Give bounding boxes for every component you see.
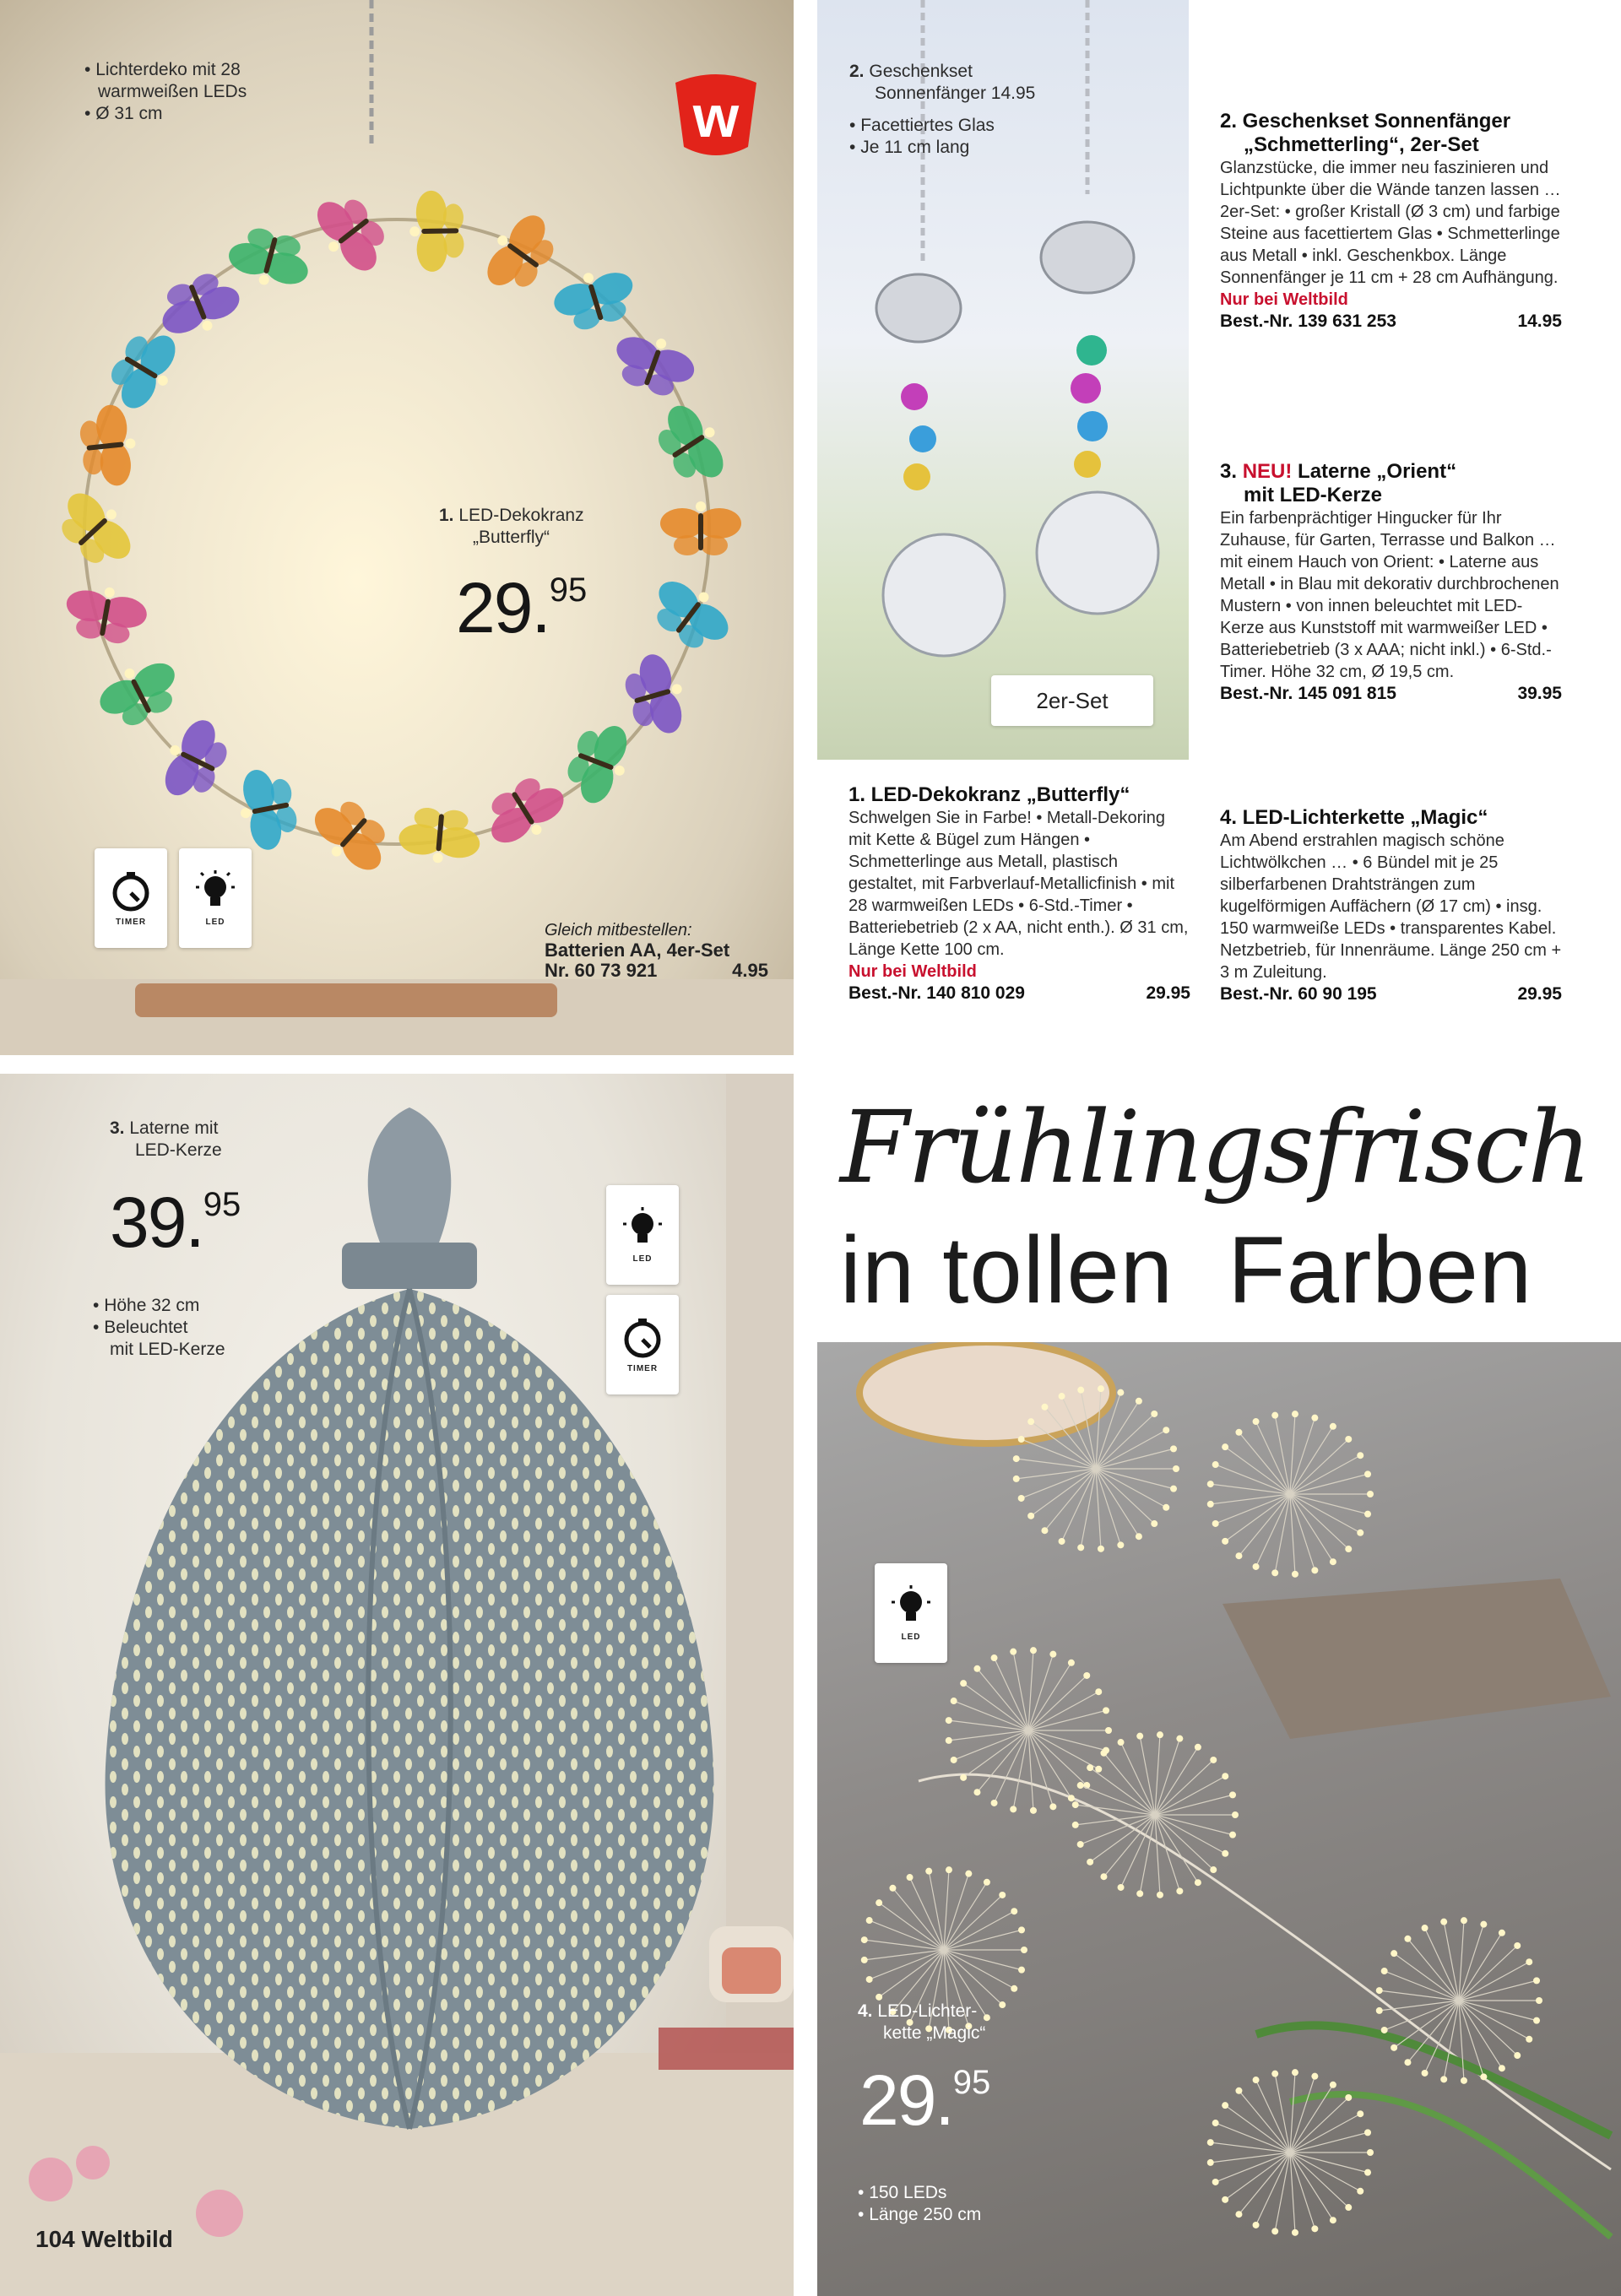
- timer-label: TIMER: [626, 1363, 659, 1373]
- butterfly-decoration: [78, 403, 140, 489]
- product4-price-cents: 95: [952, 2064, 991, 2101]
- butterfly-decoration: [606, 325, 701, 403]
- product1-number: 1.: [439, 506, 454, 525]
- product2-caption: 2. Geschenkset Sonnenfänger 14.95 • Facettiertes Glas • Je 11 cm lang: [849, 62, 1036, 157]
- product4-bullets: • 150 LEDs • Länge 250 cm: [858, 2183, 982, 2224]
- addon-offer: [545, 920, 768, 981]
- product4-bullet-2: Länge 250 cm: [869, 2205, 982, 2224]
- product3-desc-text: Ein farbenprächtiger Hingucker für Ihr Zuhause, für Garten, Terrasse und Balkon … mit einem Hauch von Orient: • Laterne aus Metall • in Blau mit dekorativ durchbrochenen Mustern • von innen beleuchtet mit LED-Kerze aus Kunststoff mit warmweißer LED • Batteriebetrieb (3 x AAA; nicht inkl.) • 6-Std.-Timer. Höhe 32 cm, Ø 19,5 cm.: [1220, 509, 1559, 681]
- timer-badge-lantern: [606, 1295, 679, 1394]
- product2-description: [1220, 110, 1562, 333]
- product2-price: 14.95: [990, 84, 1036, 103]
- product3-name-line2: LED-Kerze: [135, 1140, 222, 1160]
- product2-name-line1: Geschenkset: [869, 62, 973, 81]
- light-string-photo: [817, 1342, 1621, 2296]
- butterfly-decoration: [151, 265, 247, 345]
- product3-desc-number: 3.: [1220, 460, 1238, 483]
- product2-order-row: [1220, 311, 1562, 333]
- butterfly-decoration: [409, 190, 464, 272]
- product3-price-cents: 95: [203, 1186, 241, 1223]
- product3-desc-heading-1: Laterne „Orient“: [1298, 460, 1457, 483]
- butterfly-decoration: [548, 261, 642, 336]
- product3-price-main: 39.: [110, 1183, 203, 1262]
- butterfly-decoration: [61, 581, 150, 648]
- butterfly-wreath-photo: [0, 0, 794, 1055]
- product1-desc-text: Schwelgen Sie in Farbe! • Metall-Dekoring mit Kette & Bügel zum Hängen • Schmetterlinge aus Metall, plastisch gestaltet, mit Farbverlauf-Metallicfinish • mit 28 warmweißen LEDs • 6-Std.-Timer • Batteriebetrieb (2 x AA, nicht enth.). Ø 31 cm, Länge Kette 100 cm.: [848, 809, 1189, 959]
- product3-order-row: [1220, 683, 1562, 705]
- led-bulb-icon: [194, 870, 236, 912]
- page-footer: [35, 2226, 173, 2253]
- butterfly-decoration: [48, 481, 143, 577]
- led-label: LED: [632, 1254, 653, 1264]
- butterfly-decoration: [305, 185, 398, 282]
- product4-order-number: Best.-Nr. 60 90 195: [1220, 984, 1377, 1004]
- product1-description: [848, 783, 1190, 1004]
- product4-name-line2: kette „Magic“: [883, 2023, 986, 2043]
- product1-order-number: Best.-Nr. 140 810 029: [848, 983, 1025, 1003]
- product3-caption: [110, 1118, 222, 1162]
- svg-text:w: w: [692, 84, 740, 149]
- product3-bullet-1: Höhe 32 cm: [104, 1296, 200, 1315]
- set-label: 2er-Set: [1036, 687, 1109, 713]
- addon-price: 4.95: [732, 960, 768, 981]
- product4-number: 4.: [858, 2001, 873, 2021]
- product3-order-number: Best.-Nr. 145 091 815: [1220, 684, 1396, 703]
- led-badge-lantern: [606, 1185, 679, 1285]
- product2-order-number: Best.-Nr. 139 631 253: [1220, 311, 1396, 331]
- product1-name-line1: LED-Dekokranz: [458, 506, 584, 525]
- product3-name-line1: Laterne mit: [129, 1118, 219, 1138]
- butterfly-decoration: [474, 205, 566, 302]
- weltbild-logo: [667, 66, 765, 164]
- led-badge: [179, 848, 252, 948]
- led-bulb-icon: [621, 1207, 664, 1249]
- footer-brand: Weltbild: [81, 2226, 173, 2252]
- starburst-light: [1207, 1411, 1374, 1578]
- crystal-beads: [901, 335, 1108, 490]
- addon-lead: Gleich mitbestellen:: [545, 921, 692, 940]
- led-label: LED: [901, 1632, 921, 1642]
- butterfly-decoration: [660, 501, 741, 555]
- product4-order-row: [1220, 983, 1562, 1005]
- starburst-light: [946, 1647, 1112, 1814]
- product3-bullet-2-cont: mit LED-Kerze: [110, 1340, 225, 1359]
- bullet-2: Ø 31 cm: [95, 104, 163, 123]
- product1-order-price: 29.95: [1146, 983, 1190, 1003]
- product1-desc-heading: 1. LED-Dekokranz „Butterfly“: [848, 783, 1130, 806]
- product3-bullets: • Höhe 32 cm • Beleuchtet mit LED-Kerze: [93, 1296, 225, 1359]
- product2-order-price: 14.95: [1517, 311, 1562, 331]
- led-bulb-icon: [890, 1585, 932, 1627]
- butterfly-decoration: [559, 715, 638, 810]
- headline-line1: Frühlingsfrisch: [840, 1089, 1591, 1205]
- addon-name: Batterien AA, 4er-Set: [545, 940, 730, 961]
- product1-bullets: • Lichterdeko mit 28 warmweißen LEDs • Ø 31 cm: [84, 60, 247, 123]
- product2-desc-heading-1: 2. Geschenkset Sonnenfänger: [1220, 110, 1511, 133]
- starburst-light: [1072, 1731, 1239, 1898]
- led-badge-string: [875, 1563, 947, 1663]
- led-label: LED: [205, 917, 225, 927]
- addon-number: Nr. 60 73 921: [545, 960, 658, 981]
- product1-order-row: [848, 983, 1190, 1004]
- product4-caption: [858, 2001, 985, 2044]
- timer-badge: [95, 848, 167, 948]
- butterfly-decoration: [647, 396, 736, 493]
- page-number: 104: [35, 2226, 75, 2252]
- product1-price: [456, 567, 587, 649]
- product4-desc-text: Am Abend erstrahlen magisch schöne Lichtwölkchen … • 6 Bündel mit je 25 silberfarbenen Drahtsträngen zum kugelförmigen Auffächern (Ø 17 cm) • insg. 150 warmweiße LEDs • transparentes Kabel. Netzbetrieb, für Innenräume. Länge 250 cm + 3 m Zuleitung.: [1220, 831, 1562, 982]
- bullet-1-cont: warmweißen LEDs: [98, 82, 247, 101]
- product4-order-price: 29.95: [1517, 984, 1562, 1004]
- product4-bullet-1: 150 LEDs: [869, 2183, 947, 2202]
- product2-name-line2: Sonnenfänger: [875, 84, 986, 103]
- product2-number: 2.: [849, 62, 865, 81]
- product1-exclusive: Nur bei Weltbild: [848, 962, 977, 981]
- product2-exclusive: Nur bei Weltbild: [1220, 290, 1348, 309]
- headline-line2-part1: in tollen: [840, 1217, 1174, 1323]
- butterfly-decoration: [91, 651, 188, 736]
- product1-name-line2: „Butterfly“: [473, 528, 550, 547]
- product2-desc-text: Glanzstücke, die immer neu faszinieren und Lichtpunkte über die Wände tanzen lassen … 2er-Set: • großer Kristall (Ø 3 cm) und farbige Steine aus facettiertem Glas • Schmetterlinge aus Metall • inkl. Geschenkbox. Länge Sonnenfänger je 11 cm + 28 cm Aufhängung.: [1220, 159, 1561, 287]
- product4-name-line1: LED-Lichter-: [877, 2001, 978, 2021]
- product3-description: [1220, 460, 1562, 705]
- butterfly-decoration: [642, 569, 739, 661]
- product4-description: [1220, 806, 1562, 1005]
- butterfly-decoration: [476, 766, 573, 855]
- new-badge-text: NEU!: [1242, 460, 1293, 483]
- product3-bullet-2: Beleuchtet: [104, 1318, 188, 1337]
- product3-price: [110, 1182, 241, 1264]
- headline-line2-part2: Farben: [1228, 1217, 1533, 1323]
- headline-line2: [840, 1216, 1532, 1324]
- bullet-1: Lichterdeko mit 28: [95, 60, 241, 79]
- product1-price-cents: 95: [549, 571, 588, 609]
- timer-label: TIMER: [115, 917, 147, 927]
- product1-price-main: 29.: [456, 568, 550, 647]
- product1-caption: [439, 505, 584, 549]
- product3-desc-heading-2: mit LED-Kerze: [1244, 484, 1383, 506]
- butterfly-decoration: [233, 764, 301, 853]
- butterfly-decoration: [397, 805, 482, 866]
- timer-icon: [110, 870, 152, 912]
- timer-icon: [621, 1317, 664, 1359]
- suncatcher-photo: [817, 0, 1189, 760]
- product3-order-price: 39.95: [1517, 684, 1562, 703]
- product3-number: 3.: [110, 1118, 125, 1138]
- product2-desc-heading-2: „Schmetterling“, 2er-Set: [1244, 133, 1479, 156]
- lantern-photo: [0, 1074, 794, 2296]
- light-string-illustration: [817, 1342, 1621, 2296]
- product4-price: [859, 2060, 990, 2142]
- product4-desc-heading: 4. LED-Lichterkette „Magic“: [1220, 806, 1488, 829]
- product2-bullet-1: Facettiertes Glas: [860, 116, 995, 135]
- set-label-badge: [991, 675, 1153, 726]
- product2-bullet-2: Je 11 cm lang: [860, 138, 970, 157]
- product4-price-main: 29.: [859, 2060, 953, 2140]
